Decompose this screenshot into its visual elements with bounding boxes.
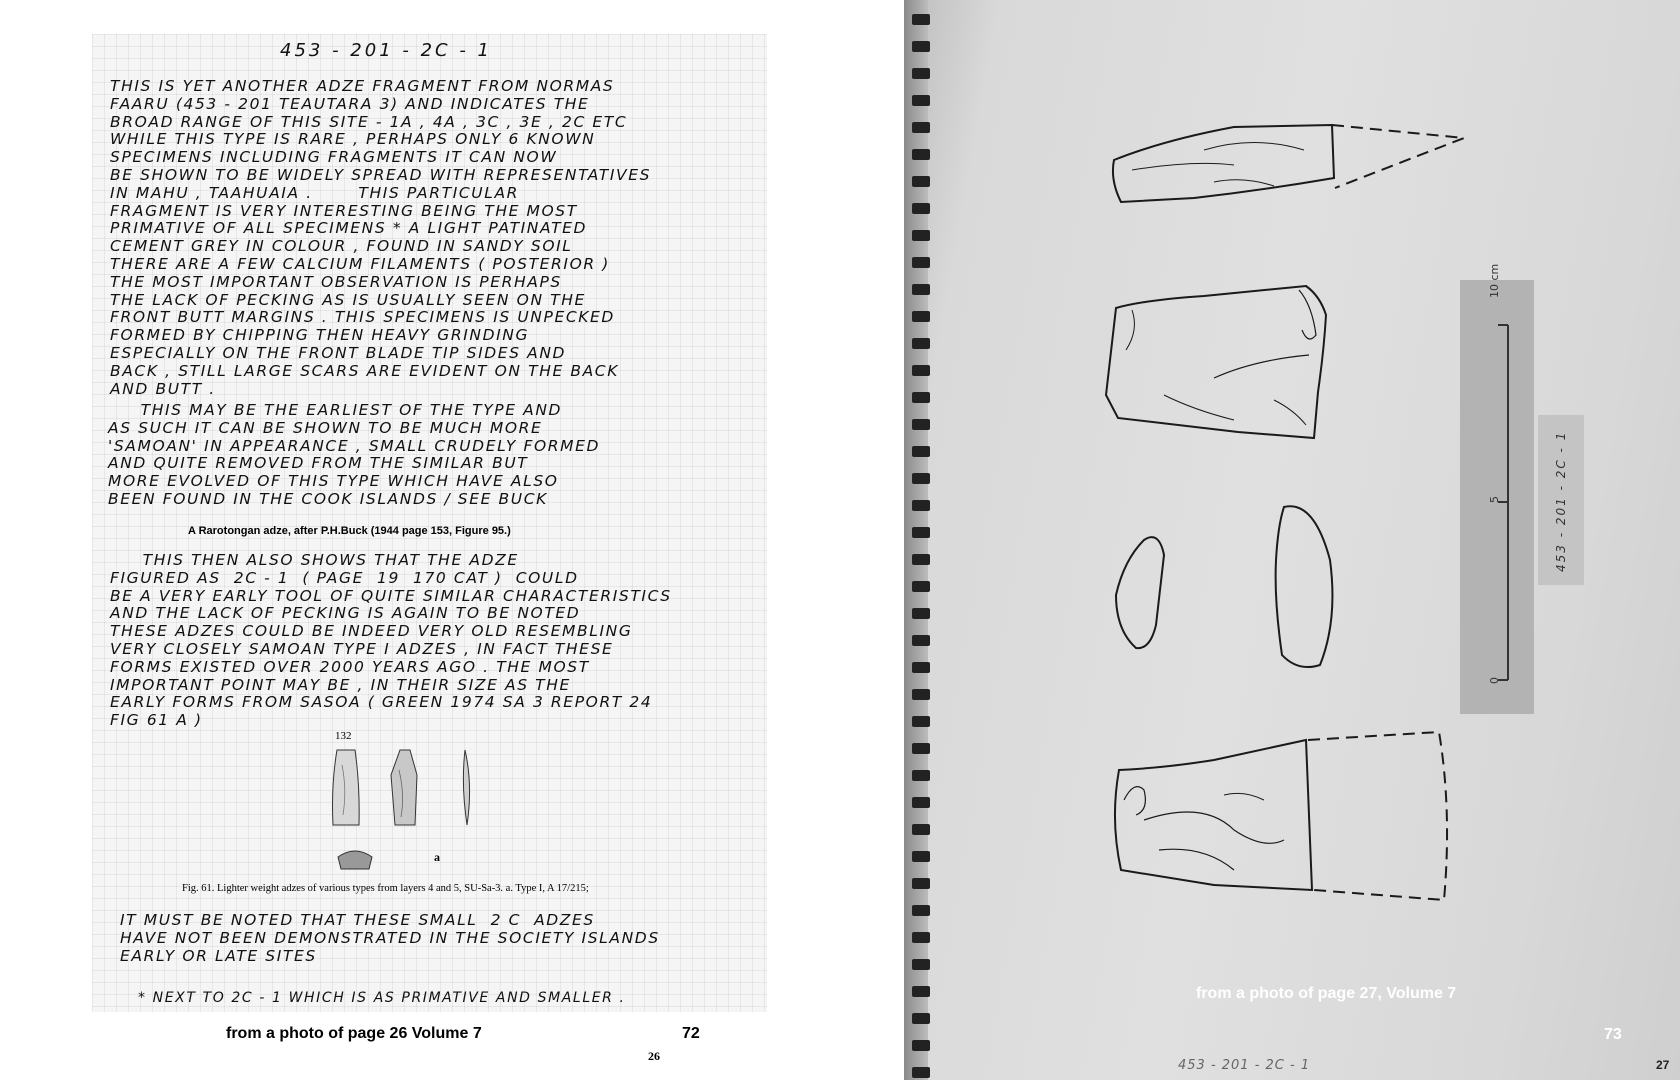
right-scan-page-number: 27 — [1656, 1058, 1670, 1072]
right-page — [904, 0, 1680, 1080]
specimen-reference: 453 - 201 - 2C - 1 — [280, 40, 493, 61]
adze-drawing-back-view — [1115, 740, 1312, 890]
handwritten-paragraph-2: THIS MAY BE THE EARLIEST OF THE TYPE AND AS SUCH IT CAN BE SHOWN TO BE MUCH MORE 'SAMOAN' IN APPEARANCE , SMALL CRUDELY FORMED AND QUITE REMOVED FROM THE SIMILAR BUT MORE EVOLVED OF THIS TYPE WHICH HAVE ALSO BEEN FOUND IN THE COOK ISLANDS / SEE BUCK — [108, 401, 601, 508]
scale-label-10cm: 10 cm — [1488, 263, 1501, 298]
left-photo-credit: from a photo of page 26 Volume 7 — [226, 1025, 482, 1042]
adze-cross-section-large — [1276, 506, 1333, 667]
footnote: * NEXT TO 2C - 1 WHICH IS AS PRIMATIVE AND SMALLER . — [138, 990, 626, 1006]
scale-label-5: 5 — [1488, 496, 1501, 503]
figure-caption: Fig. 61. Lighter weight adzes of various types from layers 4 and 5, SU-Sa-3. a. Type I, A 17/215; — [182, 883, 589, 894]
right-page-number: 73 — [1604, 1026, 1622, 1043]
left-page-number: 72 — [682, 1025, 700, 1042]
figure-label: a — [434, 850, 440, 864]
buck-caption: A Rarotongan adze, after P.H.Buck (1944 page 153, Figure 95.) — [188, 525, 511, 537]
scale-label-0: 0 — [1488, 677, 1501, 684]
handwritten-paragraph-1: THIS IS YET ANOTHER ADZE FRAGMENT FROM NORMAS FAARU (453 - 201 TEAUTARA 3) AND INDICATES THE BROAD RANGE OF THIS SITE - 1A , 4A , 3C , 3E , 2C ETC WHILE THIS TYPE IS RARE , PERHAPS ONLY 6 KNOWN SPECIMENS INCLUDING FRAGMENTS IT CAN NOW BE SHOWN TO BE WIDELY SPREAD WITH REPRESENTATIVES IN MAHU , TAAHUAIA . THIS PARTICULAR FRAGMENT IS VERY INTERESTING BEING THE MOST PRIMATIVE OF ALL SPECIMENS * A LIGHT PATINATED CEMENT GREY IN COLOUR , FOUND IN SANDY SOIL THERE ARE A FEW CALCIUM FILAMENTS ( POSTERIOR ) THE MOST IMPORTANT OBSERVATION IS PERHAPS THE LACK OF PECKING AS IS USUALLY SEEN ON THE FRONT BUTT MARGINS . THIS SPECIMENS IS UNPECKED FORMED BY CHIPPING THEN HEAVY GRINDING ESPECIALLY ON THE FRONT BLADE TIP SIDES AND BACK , STILL LARGE SCARS ARE EVIDENT ON THE BACK AND BUTT . — [110, 77, 652, 398]
adze-cross-section-small — [1116, 537, 1164, 648]
specimen-label: 453 - 201 - 2C - 1 — [1554, 430, 1568, 572]
adze-figure-illustration — [325, 745, 485, 875]
left-scan-page-number: 26 — [648, 1049, 660, 1063]
handwritten-paragraph-4: IT MUST BE NOTED THAT THESE SMALL 2 C ADZES HAVE NOT BEEN DEMONSTRATED IN THE SOCIETY ISLANDS EARLY OR LATE SITES — [120, 911, 660, 965]
handwritten-paragraph-3: THIS THEN ALSO SHOWS THAT THE ADZE FIGURED AS 2C - 1 ( PAGE 19 170 CAT ) COULD BE A VERY EARLY TOOL OF QUITE SIMILAR CHARACTERISTICS AND THE LACK OF PECKING IS AGAIN TO BE NOTED THESE ADZES COULD BE INDEED VERY OLD RESEMBLING VERY CLOSELY SAMOAN TYPE I ADZES , IN FACT THESE FORMS EXISTED OVER 2000 YEARS AGO . THE MOST IMPORTANT POINT MAY BE , IN THEIR SIZE AS THE EARLY FORMS FROM SASOA ( GREEN 1974 SA 3 REPORT 24 FIG 61 A ) — [110, 551, 672, 730]
bottom-handwritten-reference: 453 - 201 - 2C - 1 — [1178, 1058, 1311, 1073]
figure-number: 132 — [335, 730, 352, 742]
right-photo-credit: from a photo of page 27, Volume 7 — [1196, 985, 1457, 1002]
